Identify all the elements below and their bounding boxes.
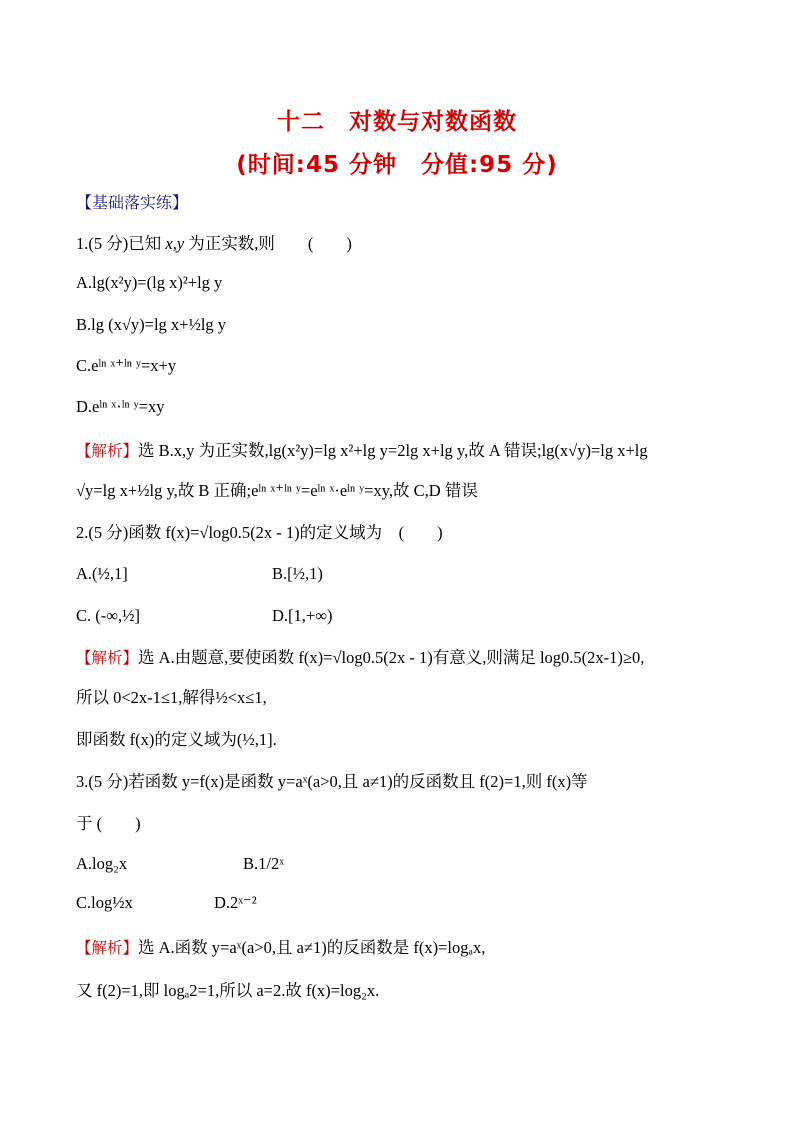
q2-analysis-line1 (76, 647, 644, 669)
page-title: 十二 对数与对数函数 (277, 109, 517, 135)
q3-option-d: D.2ˣ⁻² (214, 893, 257, 912)
q1-stem-b: 为正实数,则 ( ) (184, 234, 352, 253)
q1-option-d: D.eˡⁿ ˣ·ˡⁿ ʸ=xy (76, 397, 165, 416)
section-heading: 【基础落实练】 (76, 193, 189, 212)
q2-analysis-line2: 所以 0<2x-1≤1,解得½<x≤1, (76, 688, 267, 707)
q1-option-b: B.lg (x√y)=lg x+½lg y (76, 315, 227, 334)
q1-analysis-label: 【解析】 (76, 442, 139, 460)
q3-analysis-line1 (76, 937, 485, 959)
q2-option-b: B.[½,1) (272, 564, 323, 583)
q1-stem-a: 1.(5 分)已知 (76, 234, 166, 253)
q3-analysis-text-a: 选 A.函数 y=aˣ(a>0,且 a≠1)的反函数是 f(x)=logₐx, (138, 938, 486, 957)
q3-option-c: C.log½x (76, 893, 133, 912)
q2-analysis-label: 【解析】 (76, 649, 139, 667)
q2-option-a: A.(½,1] (76, 564, 128, 583)
q1-analysis-line1 (76, 440, 648, 462)
q2-analysis-line3: 即函数 f(x)的定义域为(½,1]. (76, 730, 277, 749)
q3-option-b: B.1/2ˣ (243, 854, 284, 873)
q2-analysis-text-a: 选 A.由题意,要使函数 f(x)=√log0.5(2x - 1)有意义,则满足 log0.5(2x-1)≥0, (138, 648, 645, 667)
q1-option-a: A.lg(x²y)=(lg x)²+lg y (76, 273, 223, 292)
q1-stem (76, 233, 352, 255)
q2-option-d: D.[1,+∞) (272, 606, 333, 625)
q3-analysis-label: 【解析】 (76, 939, 139, 957)
q1-analysis-line2: √y=lg x+½lg y,故 B 正确;eˡⁿ ˣ⁺ˡⁿ ʸ=eˡⁿ ˣ·eˡⁿ ʸ=xy,故 C,D 错误 (76, 481, 478, 500)
q1-stem-var: x,y (165, 234, 185, 253)
q3-option-a: A.log₂x (76, 854, 128, 873)
q3-stem-line1: 3.(5 分)若函数 y=f(x)是函数 y=aˣ(a>0,且 a≠1)的反函数且 f(2)=1,则 f(x)等 (76, 772, 588, 791)
q3-stem-line2: 于 ( ) (76, 814, 141, 833)
q2-option-c: C. (-∞,½] (76, 606, 141, 625)
q3-analysis-line2: 又 f(2)=1,即 logₐ2=1,所以 a=2.故 f(x)=log₂x. (76, 981, 380, 1000)
q1-analysis-text-a: 选 B.x,y 为正实数,lg(x²y)=lg x²+lg y=2lg x+lg y,故 A 错误;lg(x√y)=lg x+lg (138, 441, 648, 460)
q1-option-c: C.eˡⁿ ˣ⁺ˡⁿ ʸ=x+y (76, 356, 177, 375)
q2-stem: 2.(5 分)函数 f(x)=√log0.5(2x - 1)的定义域为 ( ) (76, 523, 443, 542)
page-subtitle: (时间:45 分钟 分值:95 分) (236, 152, 558, 178)
